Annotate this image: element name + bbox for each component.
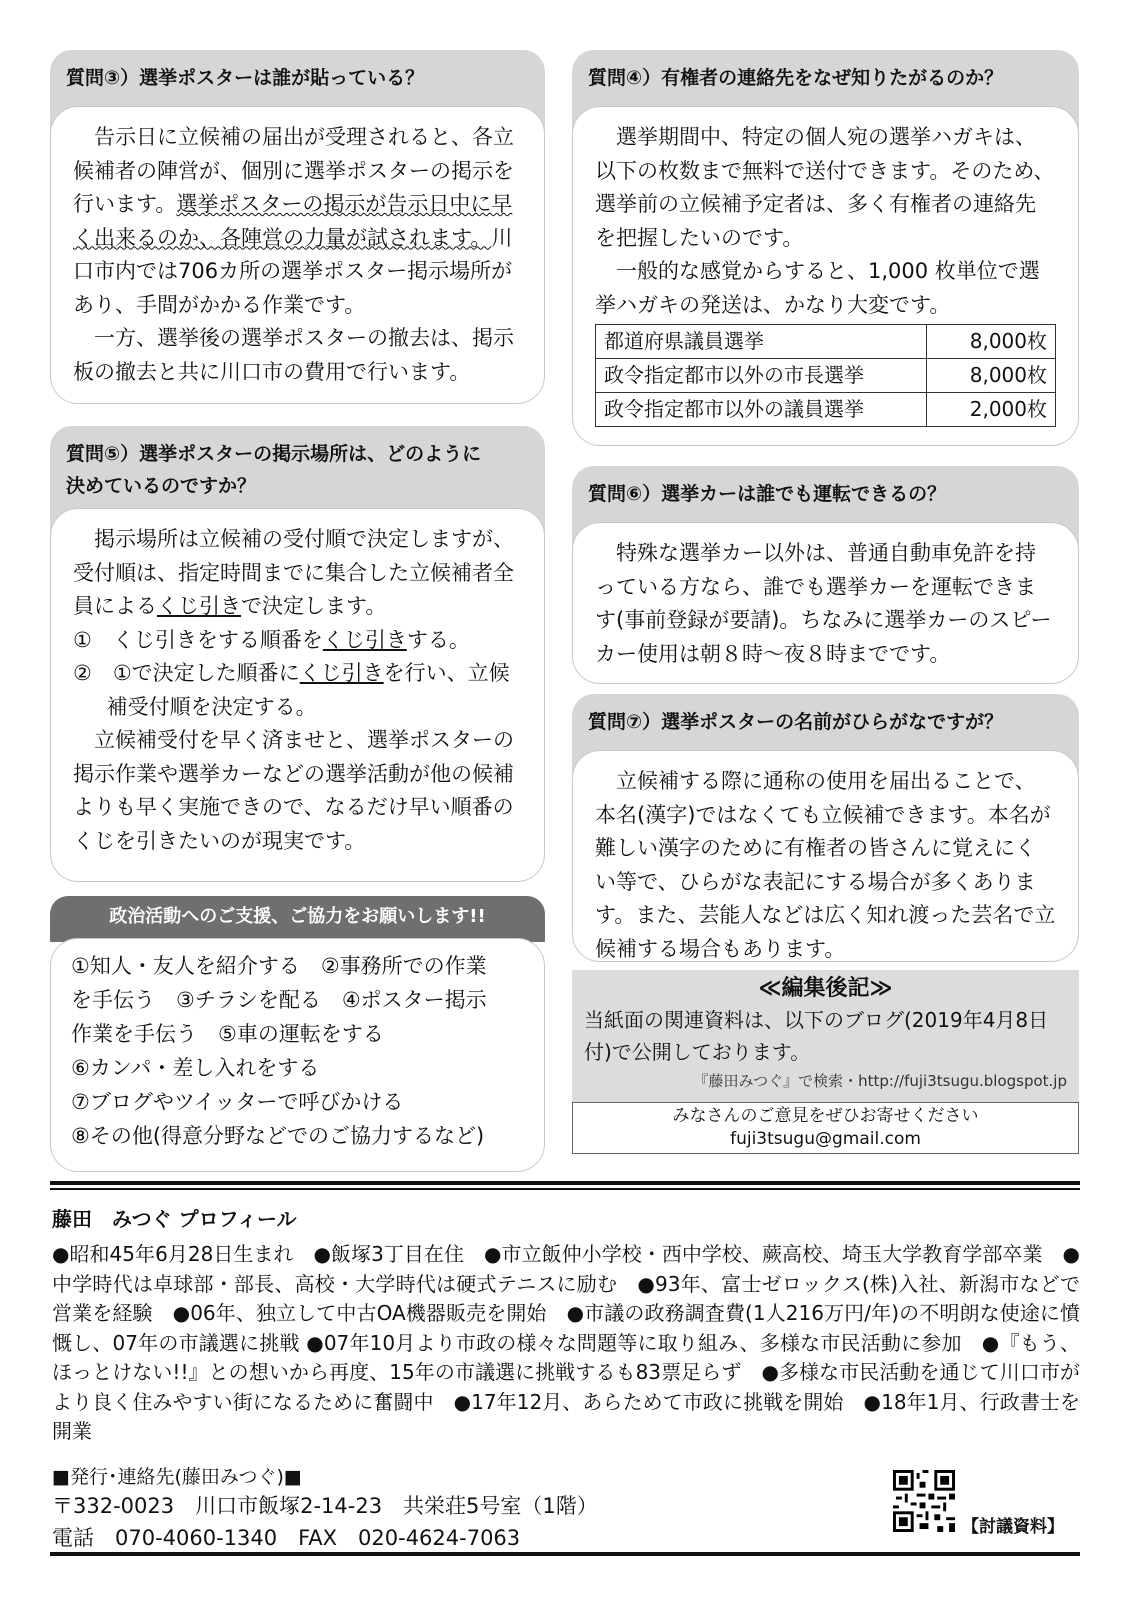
list-item	[73, 624, 522, 658]
postcard-limit-table	[595, 324, 1056, 427]
table-cell-label: 政令指定都市以外の議員選挙	[596, 393, 927, 427]
step-text: を行い、立候補受付順を決定する。	[106, 661, 510, 719]
support-line: を手伝う ③チラシを配る ④ポスター掲示	[71, 988, 487, 1012]
q3-title: 質問③）選挙ポスターは誰が貼っている？	[50, 50, 545, 130]
contact-heading: ■発行･連絡先(藤田みつぐ)■	[52, 1466, 302, 1488]
step-text: ① くじ引きをする順番を	[73, 627, 323, 652]
q4-para-1: 選挙期間中、特定の個人宛の選挙ハガキは、以下の枚数まで無料で送付できます。そのため、選挙前の立候補予定者は、多く有権者の連絡先を把握したいのです。	[595, 125, 1055, 250]
support-body	[50, 938, 545, 1172]
profile-title: 藤田 みつぐ プロフィール	[52, 1207, 297, 1231]
support-line: ⑥カンパ・差し入れをする	[71, 1056, 320, 1080]
opinion-text: みなさんのご意見をぜひお寄せください	[672, 1106, 979, 1126]
qr-code	[893, 1470, 955, 1532]
q3-text-emphasis: 選挙ポスターの掲示が告示日中に早く出来るのか、各陣営の力量が試されます。	[73, 192, 513, 250]
q5-text-lottery: くじ引き	[157, 594, 241, 618]
support-line: 作業を手伝う ⑤車の運転をする	[71, 1022, 384, 1046]
q7-para-1: 立候補する際に通称の使用を届出ることで、本名(漢字)ではなくても立候補できます。本名が難しい漢字のために有権者の皆さんに覚えにくい等で、ひらがな表記にする場合が多くあります。また、芸能人などは広く知れ渡った芸名で立候補する場合もあります。	[595, 769, 1056, 961]
q3-para-1	[73, 121, 522, 322]
address: 〒332-0023 川口市飯塚2-14-23 共栄荘5号室（1階）	[52, 1494, 598, 1518]
table-cell-label: 政令指定都市以外の市長選挙	[596, 359, 927, 393]
discussion-badge: 【討議資料】	[962, 1517, 1064, 1537]
q5-para-2: 立候補受付を早く済ませと、選挙ポスターの掲示作業や選挙カーなどの選挙活動が他の候補よりも早く実施できので、なるだけ早い順番のくじを引きたいのが現実です。	[73, 728, 514, 853]
step-lottery: くじ引き	[322, 627, 407, 652]
q6-body	[572, 522, 1079, 684]
q7-title: 質問⑦）選挙ポスターの名前がひらがなですが？	[572, 694, 1079, 774]
table-cell-label: 都道府県議員選挙	[596, 325, 927, 359]
profile-text: ●昭和45年6月28日生まれ ●飯塚3丁目在住 ●市立飯仲小学校・西中学校、蕨高校、埼玉大学教育学部卒業 ●中学時代は卓球部・部長、高校・大学時代は硬式テニスに励む ●93年、富士ゼロックス(株)入社、新潟市などで営業を経験 ●06年、独立して中古OA機器販売を開始 ●市議の政務調査費(1人216万円/年)の不明朗な使途に憤慨し、07年の市議選に挑戦 ●07年10月より市政の様々な問題等に取り組み、多様な市民活動に参加 ●『もう、ほっとけない!!』との想いから再度、15年の市議選に挑戦するも83票足らず ●多様な市民活動を通じて川口市がより良く住みやすい街になるために奮闘中 ●17年12月、あらためて市政に挑戦を開始 ●18年1月、行政書士を開業	[52, 1242, 1080, 1443]
divider-bottom	[50, 1552, 1080, 1556]
q4-title: 質問④）有権者の連絡先をなぜ知りたがるのか？	[572, 50, 1079, 130]
step-lottery: くじ引き	[299, 661, 384, 685]
q6-para-1: 特殊な選挙カー以外は、普通自動車免許を持っている方なら、誰でも選挙カーを運転できます(事前登録が要請)。ちなみに選挙カーのスピーカー使用は朝８時～夜８時までです。	[595, 541, 1052, 666]
list-item	[73, 657, 522, 724]
divider-top	[50, 1181, 1080, 1185]
phone-fax: 電話 070-4060-1340 FAX 020-4624-7063	[52, 1526, 521, 1550]
q5-body	[50, 508, 545, 882]
q4-body	[572, 106, 1079, 446]
q3-body	[50, 106, 545, 404]
editorial-title: ≪編集後記≫	[758, 976, 893, 1001]
divider-top-thin	[50, 1188, 1080, 1190]
q7-body	[572, 750, 1079, 962]
q3-text-b: 川口市内では706カ所の選挙ポスター掲示場所があり、手間がかかる作業です。	[73, 225, 513, 317]
table-row	[596, 393, 1056, 427]
support-title: 政治活動へのご支援、ご協力をお願いします!!	[50, 896, 545, 942]
table-row	[596, 359, 1056, 393]
q5-steps	[73, 624, 522, 725]
step-text: する。	[406, 627, 470, 652]
table-row	[596, 325, 1056, 359]
editorial-search: 『藤田みつぐ』で検索・http://fuji3tsugu.blogspot.jp	[693, 1072, 1067, 1090]
opinion-box	[572, 1102, 1079, 1154]
q5-text-b: で決定します。	[241, 594, 387, 618]
q5-text-a: 掲示場所は立候補の受付順で決定しますが、受付順は、指定時間までに集合した立候補者全員による	[73, 527, 514, 618]
email-link[interactable]: fuji3tsugu@gmail.com	[730, 1129, 921, 1149]
q5-title-line-2: 決めているのですか？	[66, 475, 257, 497]
q3-para-2: 一方、選挙後の選挙ポスターの撤去は、掲示板の撤去と共に川口市の費用で行います。	[73, 326, 514, 384]
editorial-panel	[572, 970, 1079, 1102]
step-text: ② ①で決定した順番に	[73, 661, 300, 685]
q5-title-line-1: 質問⑤）選挙ポスターの掲示場所は、どのように	[66, 443, 482, 465]
table-cell-value: 2,000枚	[927, 393, 1056, 427]
table-cell-value: 8,000枚	[927, 325, 1056, 359]
qr-code-image	[893, 1470, 955, 1532]
support-line: ①知人・友人を紹介する ②事務所での作業	[71, 954, 487, 978]
q3-text-a: 告示日に立候補の届出が受理されると、各立候補者の陣営が、個別に選挙ポスターの掲示を行います。	[73, 125, 514, 216]
support-line: ⑧その他(得意分野などでのご協力するなど)	[71, 1124, 485, 1148]
q5-para-1	[73, 523, 522, 624]
table-cell-value: 8,000枚	[927, 359, 1056, 393]
editorial-text: 当紙面の関連資料は、以下のブログ(2019年4月8日付)で公開しております。	[584, 1008, 1049, 1064]
q6-title: 質問⑥）選挙カーは誰でも運転できるの？	[572, 466, 1079, 546]
q4-para-2: 一般的な感覚からすると、1,000 枚単位で選挙ハガキの発送は、かなり大変です。	[595, 259, 1040, 317]
support-line: ⑦ブログやツイッターで呼びかける	[71, 1090, 404, 1114]
